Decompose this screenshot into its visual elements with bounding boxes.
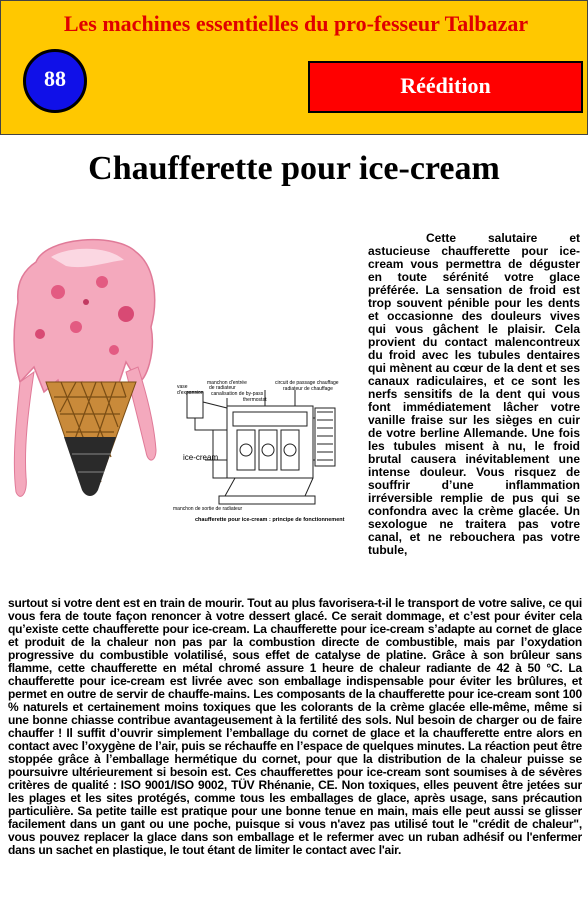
diagram-label-ice-cream: ice-cream: [183, 453, 219, 462]
article-headline: Chaufferette pour ice-cream: [88, 150, 500, 187]
diagram-label-thermostat: thermostat: [243, 397, 267, 403]
header-banner: [0, 0, 588, 135]
article-body-paragraph: surtout si votre dent est en train de mourir. Tout au plus favorisera-t-il le transport de votre salive, ce qui vous fera de toute façon renoncer à votre dessert glacé. Ce serait dommage, et c’est pour éviter cela qu’existe cette chaufferette pour ice-cream. La chaufferette pour ice-cream s’adapte au cornet de glace et produit de la chaleur non pas par la combustion directe de combustible, mais par l’oxydation progressive du combustible volatilisé, sous effet de catalyse de platine. Grâce à son brûleur sans flamme, cette chaufferette en métal chromé assure 1 heure de chaleur radiante de 42 à 50 °C. La chaufferette pour ice-cream est livrée avec son emballage indispensable pour éviter les brûlures, et permet en outre de servir de chauffe-mains. Les composants de la chaufferette pour ice-cream sont 100 % naturels et certainement moins toxiques que les colorants de la crème glacée elle-même, même si une bonne chiasse contribue avantageusement à la fertilité des sols. Nul besoin de charger ou de faire chauffer ! Il suffit d’ouvrir simplement l’emballage du cornet de glace et la chaufferette entre alors en contact avec l’oxygène de l’air, puis se réchauffe en l’espace de quelques minutes. La réaction peut être stoppée grâce à l’emballage hermétique du cornet, pour que la distribution de la chaleur puisse se poursuivre ultérieurement si besoin est. Ces chaufferettes pour ice-cream sont soumises à de sévères critères de qualité : ISO 9001/ISO 9002, TÜV Rhénanie, CE. Non toxiques, elles peuvent être jetées sur les plages et les sites protégés, comme tous les emballages de glace, après usage, sans précaution particulière. Sa petite taille est pratique pour une bonne tenue en main, mais elle peut aussi se glisser facilement dans un gant ou une poche, puisque si vous n'avez pas utilisé tout le "crédit de chaleur", vous pouvez replacer la glace dans son emballage et le refermer avec un ruban adhésif ou l'enfermer dans un sachet en plastique, le tout étant de limiter le contact avec l'air.: [8, 596, 582, 857]
article-intro-paragraph: Cette salutaire et astucieuse chaufferette pour ice-cream vous permettra de déguster en toute sérénité votre glace préférée. La sensation de froid est trop souvent pénible pour les dents et occasionne des douleurs vives qui vous gâchent le plaisir. Cela provient du contact malencontreux du froid avec les tubules dentaires qui mènent au cœur de la dent et ses canaux radiculaires, et ce sont les nerfs sensitifs de la dent qui vous font immédiatement lâcher votre vanille fraise sur les sièges en cuir de votre berline Allemande. Une fois les tubules misent à nu, le froid brutal causera inévitablement une intense douleur. Vous risquez de souffrir d’une inflammation irréversible remplie de pus qui se confondra avec la crème glacée. Un sexologue ne traitera pas votre canal, et ne rebouchera pas votre tubule,: [368, 231, 580, 557]
diagram-label-radiateur: de radiateur: [209, 385, 236, 391]
article-intro-column: [368, 232, 580, 557]
diagram-label-manchon-entree: manchon d'entrée: [207, 380, 247, 386]
diagram-label-manchon-sortie: manchon de sortie de radiateur: [173, 506, 243, 512]
article-body: [8, 597, 582, 857]
diagram-label-expansion: d'expansion: [177, 390, 204, 396]
waffle-cone: [46, 382, 136, 496]
diagram-label-vase: vase: [177, 384, 188, 390]
diagram-label-by-pass: canalisation de by-pass: [211, 391, 264, 397]
edition-label: Réédition: [400, 73, 491, 98]
engine-diagram: [165, 378, 355, 528]
diagram-caption: chaufferette pour ice-cream : principe de fonctionnement: [195, 517, 345, 523]
series-title: Les machines essentielles du pro-fesseur Talbazar: [63, 11, 529, 36]
issue-number: 88: [44, 66, 66, 91]
diagram-label-radiateur-chauffage: radiateur de chauffage: [283, 386, 333, 392]
edition-box: [308, 61, 583, 113]
ice-cream-cone-illustration: [6, 232, 166, 522]
issue-badge: [23, 49, 87, 113]
diagram-label-circuit: circuit de passage chauffage: [275, 380, 339, 386]
